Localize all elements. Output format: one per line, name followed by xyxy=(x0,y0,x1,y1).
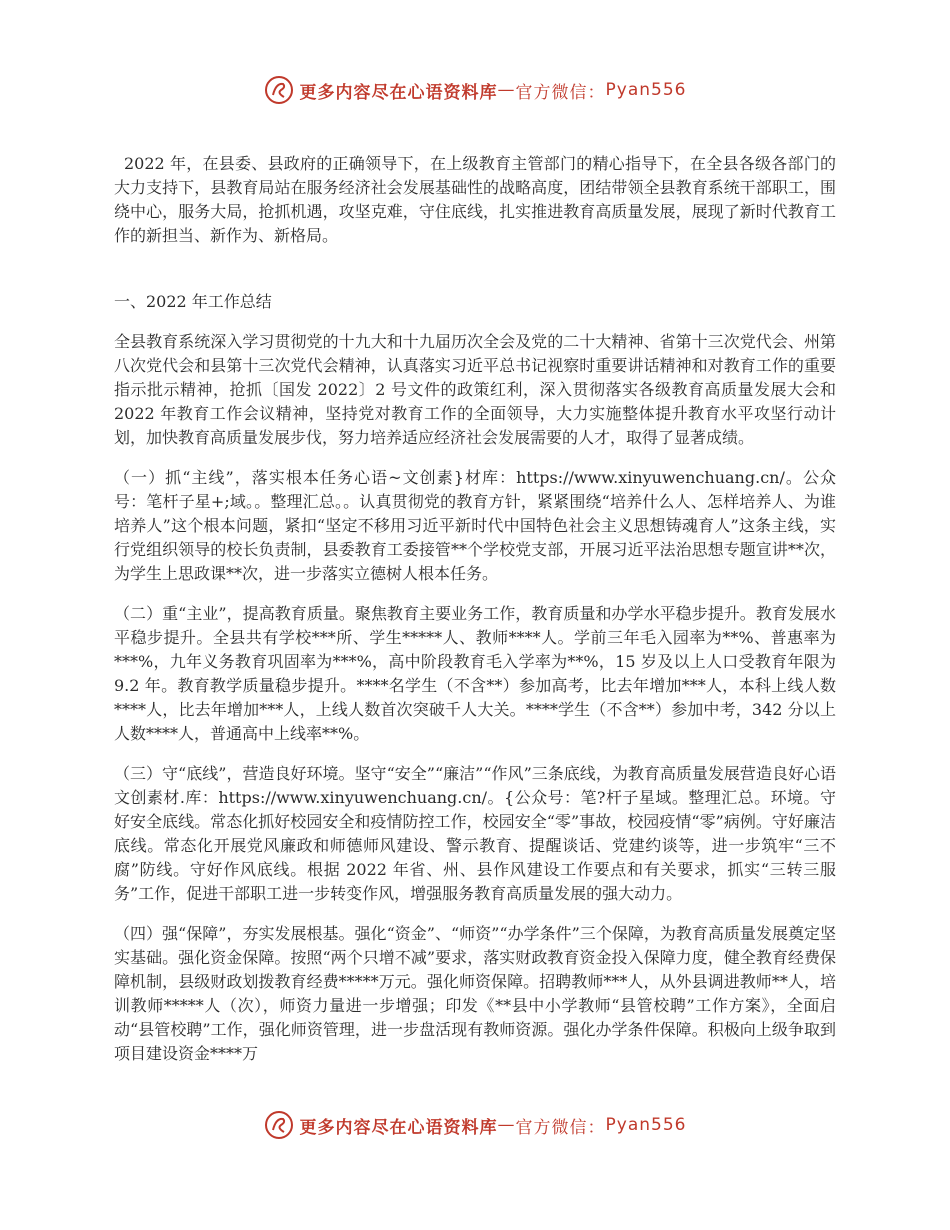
watermark-dash: — xyxy=(497,80,516,100)
intro-paragraph: 2022 年，在县委、县政府的正确领导下，在上级教育主管部门的精心指导下，在全县各级各部门的大力支持下，县教育局站在服务经济社会发展基础性的战略高度，团结带领全县教育系统干部职工，围绕中心，服务大局，抢抓机遇，攻坚克难，守住底线，扎实推进教育高质量发展，展现了新时代教育工作的新担当、新作为、新格局。 xyxy=(114,154,836,245)
seal-logo-icon xyxy=(264,1110,294,1140)
section-intro-paragraph: 全县教育系统深入学习贯彻党的十九大和十九届历次全会及党的二十大精神、省第十三次党代会、州第八次党代会和县第十三次党代会精神，认真落实习近平总书记视察时重要讲话精神和对教育工作的重要指示批示精神，抢抓〔国发 2022〕2 号文件的政策红利，深入贯彻落实各级教育高质量发展大会和 2022 年教育工作会议精神，坚持党对教育工作的全面领导，大力实施整体提升教育水平攻坚行动计划，加快教育高质量发展步伐，努力培养适应经济社会发展需要的人才，取得了显著成绩。 xyxy=(114,332,836,447)
watermark-banner-top xyxy=(0,70,950,110)
section-heading: 一、2022 年工作总结 xyxy=(114,292,272,311)
watermark-dash: — xyxy=(497,1115,516,1135)
paragraph-main-line: （一）抓“主线”，落实根本任务心语~文创素}材库：https://www.xinyuwenchuang.cn/。公众号：笔杆子星+;域。。整理汇总。。认真贯彻党的教育方针，紧紧围绕“培养什么人、怎样培养人、为谁培养人”这个根本问题，紧扣“坚定不移用习近平新时代中国特色社会主义思想铸魂育人”这条主线，实行党组织领导的校长负责制，县委教育工委接管**个学校党支部，开展习近平法治思想专题宣讲**次，为学生上思政课**次，进一步落实立德树人根本任务。 xyxy=(114,468,836,583)
watermark-official-text: 官方微信： xyxy=(515,82,606,103)
watermark-banner-bottom xyxy=(0,1105,950,1145)
paragraph-guarantee: （四）强“保障”，夯实发展根基。强化“资金”、“师资”“办学条件”三个保障，为教育高质量发展奠定坚实基础。强化资金保障。按照“两个只增不减”要求，落实财政教育资金投入保障力度，健全教育经费保障机制，县级财政划拨教育经费*****万元。强化师资保障。招聘教师***人，从外县调进教师**人，培训教师*****人（次），师资力量进一步增强；印发《**县中小学教师“县管校聘”工作方案》，全面启动“县管校聘”工作，强化师资管理，进一步盘活现有教师资源。强化办学条件保障。积极向上级争取到项目建设资金****万 xyxy=(114,924,836,1063)
watermark-main-text: 更多内容尽在心语资料库 xyxy=(299,1117,498,1138)
watermark-wechat-id: Pyan556 xyxy=(605,1115,687,1135)
paragraph-bottom-line: （三）守“底线”，营造良好环境。坚守“安全”“廉洁”“作风”三条底线，为教育高质量发展营造良好心语文创素材.库：https://www.xinyuwenchuang.cn/。{公众号：笔?杆子星域。整理汇总。环境。守好安全底线。常态化抓好校园安全和疫情防控工作，校园安全“零”事故，校园疫情“零”病例。守好廉洁底线。常态化开展党风廉政和师德师风建设、警示教育、提醒谈话、党建约谈等，进一步筑牢“三不腐”防线。守好作风底线。根据 2022 年省、州、县作风建设工作要点和有关要求，抓实“三转三服务”工作，促进干部职工进一步转变作风，增强服务教育高质量发展的强大动力。 xyxy=(114,764,836,903)
watermark-official-text: 官方微信： xyxy=(515,1117,606,1138)
document-body xyxy=(114,152,836,1082)
watermark-main-text: 更多内容尽在心语资料库 xyxy=(299,82,498,103)
paragraph-main-business: （二）重“主业”，提高教育质量。聚焦教育主要业务工作，教育质量和办学水平稳步提升。教育发展水平稳步提升。全县共有学校***所、学生*****人、教师****人。学前三年毛入园率为**%、普惠率为***%，九年义务教育巩固率为***%，高中阶段教育毛入学率为**%，15 岁及以上人口受教育年限为 9.2 年。教育教学质量稳步提升。****名学生（不含**）参加高考，比去年增加***人，本科上线人数****人，比去年增加***人，上线人数首次突破千人大关。****学生（不含**）参加中考，342 分以上人数****人，普通高中上线率**%。 xyxy=(114,604,836,743)
watermark-wechat-id: Pyan556 xyxy=(605,80,687,100)
seal-logo-icon xyxy=(264,75,294,105)
